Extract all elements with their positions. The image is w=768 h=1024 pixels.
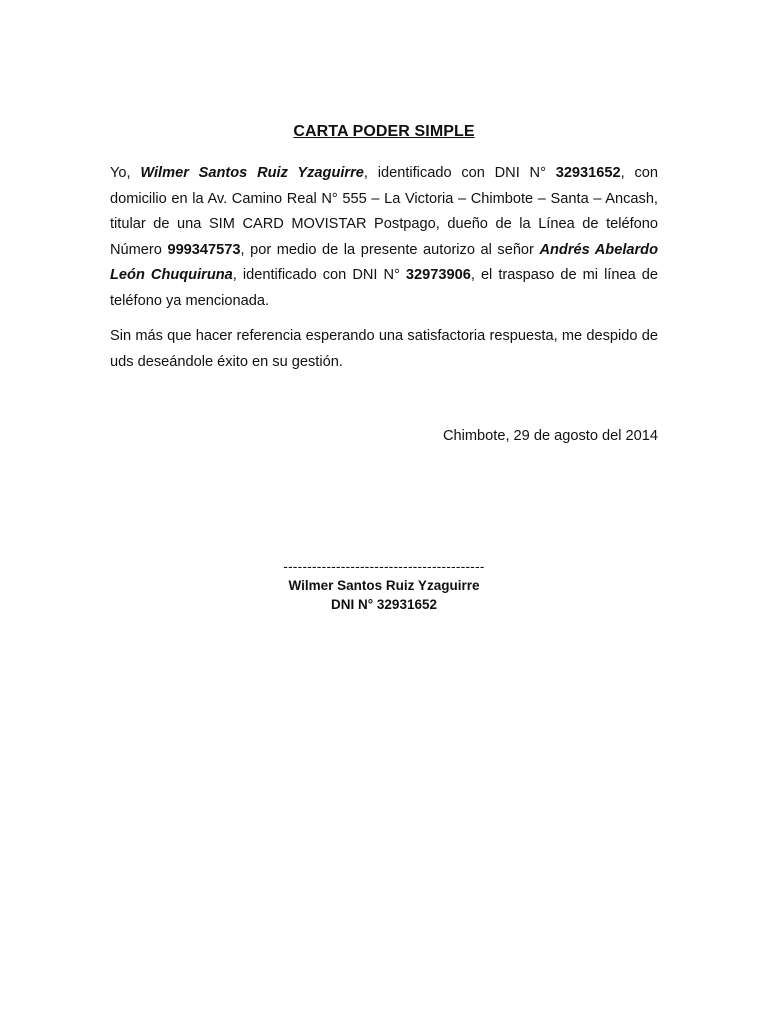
grantor-name: Wilmer Santos Ruiz Yzaguirre <box>140 165 364 181</box>
signature-block <box>0 557 768 614</box>
signatory-name: Wilmer Santos Ruiz Yzaguirre <box>288 578 480 593</box>
date-line: Chimbote, 29 de agosto del 2014 <box>442 428 658 444</box>
document-title: CARTA PODER SIMPLE <box>293 123 475 140</box>
paragraph-text: , identificado con DNI N° <box>363 165 556 181</box>
signature-line: ------------------------------------------ <box>283 559 485 574</box>
paragraph-text: , identificado con DNI N° <box>232 267 406 284</box>
authorization-paragraph <box>110 161 658 315</box>
grantor-dni: 32931652 <box>555 165 621 181</box>
paragraph-text: , por medio de la presente autorizo al señor <box>240 241 540 258</box>
paragraph-text: , el traspaso de mi línea de teléfono ya mencionada. <box>110 267 658 309</box>
grantee-dni: 32973906 <box>405 267 471 284</box>
paragraph-text: , con domicilio en la Av. Camino Real N° 555 – La Victoria – Chimbote – Santa – Ancash, titular de una SIM CARD MOVISTAR Postpago, dueño de la Línea de teléfono Número <box>110 165 658 258</box>
phone-number: 999347573 <box>167 241 241 258</box>
signatory-dni: DNI N° 32931652 <box>331 597 437 612</box>
paragraph-text: Yo, <box>110 165 141 181</box>
closing-paragraph: Sin más que hacer referencia esperando una satisfactoria respuesta, me despido de uds deseándole éxito en su gestión. <box>110 328 658 370</box>
grantee-name: Andrés Abelardo León Chuquiruna <box>110 241 658 284</box>
